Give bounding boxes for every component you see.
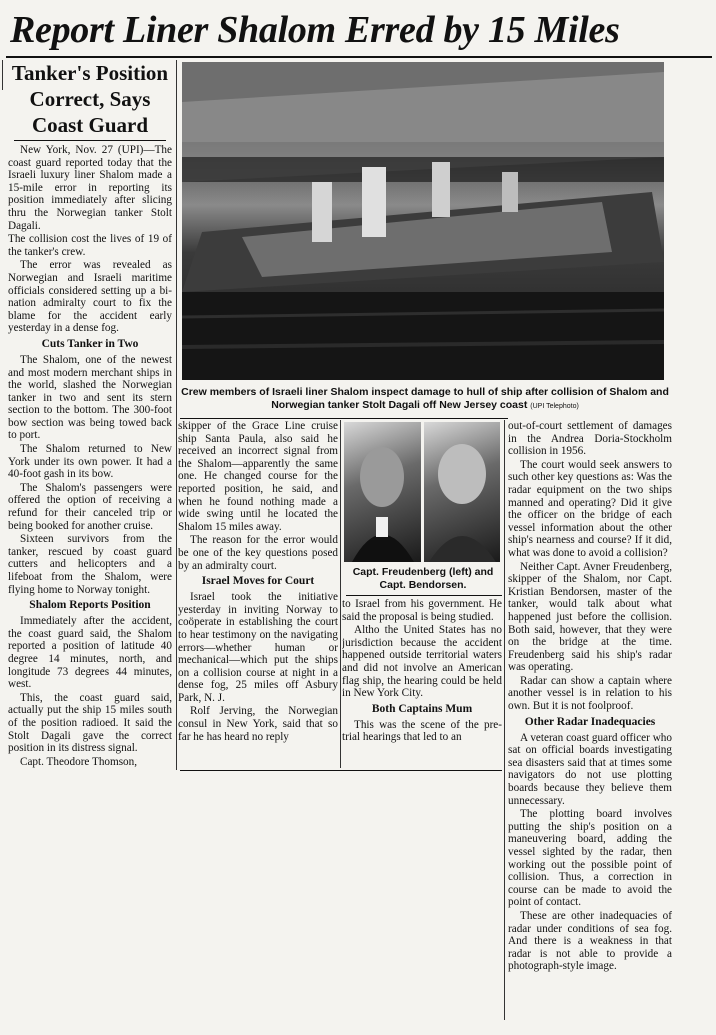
paragraph: Rolf Jerving, the Norwegian consul in New York, said that so far he has heard no reply	[178, 705, 338, 743]
photo-illustration	[182, 62, 664, 380]
headline: Report Liner Shalom Erred by 15 Miles	[10, 9, 620, 51]
paragraph: The reason for the error would be one of the key questions posed by an admiralty court.	[178, 534, 338, 572]
left-edge-rule	[2, 60, 3, 90]
paragraph: Radar can show a captain where another vessel is in relation to his own. But it is not foolproof.	[508, 674, 672, 713]
column-divider	[176, 60, 177, 770]
headline-rule	[6, 56, 712, 58]
portrait-bendorsen	[424, 422, 500, 562]
photo-credit: (UPI Telephoto)	[530, 403, 579, 410]
paragraph: Neither Capt. Avner Freudenberg, skipper of the Shalom, nor Capt. Kristian Bendorsen, master of the tanker, would talk about what happened just before the collision. Both said, however, that they were on the bridge at the time. Freudenberg said his ship's radar was operating.	[508, 560, 672, 674]
paragraph: A veteran coast guard officer who sat on official boards investigating sea disasters said that at times some navigators do not use plotting boards because they believe them unnecessary.	[508, 731, 672, 807]
paragraph: Sixteen survivors from the tanker, rescued by coast guard cutters and helicopters and a lifeboat from the Shalom, were flying home to Norway tonight.	[8, 533, 172, 596]
paragraph: Israel took the initiative yesterday in inviting Norway to coöperate in establishing the court to hear testimony on the navigating errors—whether human or mechanical—which put the ships on a collision course at night in a dense fog, 25 miles off Asbury Park, N. J.	[178, 591, 338, 704]
deck-headline	[8, 60, 172, 138]
paragraph: The error was revealed as Norwegian and Israeli maritime officials considered setting up a bi-nation admiralty court to fix the blame for the accident early yesterday in a dense fog.	[8, 259, 172, 335]
portrait-caption: Capt. Freudenberg (left) and Capt. Bendorsen.	[352, 566, 494, 591]
portrait-caption-rule	[346, 595, 502, 596]
portrait-freudenberg-illustration	[344, 422, 421, 562]
subhead: Israel Moves for Court	[201, 575, 315, 588]
paragraph: out-of-court settlement of damages in the Andrea Doria-Stockholm collision in 1956.	[508, 420, 672, 458]
portrait-freudenberg	[344, 422, 421, 562]
paragraph: These are other inadequacies of radar under conditions of sea fog. And there is a weakness in that radar is not able to provide a photograph-style image.	[508, 909, 672, 973]
subhead: Cuts Tanker in Two	[41, 337, 139, 350]
article-column-1	[8, 144, 172, 769]
photo-caption	[180, 386, 670, 413]
article-column-4	[508, 420, 672, 1025]
paragraph: The court would seek answers to such other key questions as: Was the radar equipment on the two ships manned and operating? Did it give the officer on the bridge of each vessel information about the other ship's nearness and course? If it did, what was done to avoid a collision?	[508, 458, 672, 559]
paragraph: Capt. Theodore Thomson,	[20, 755, 138, 768]
hull-damage-photo	[182, 62, 664, 380]
paragraph: The Shalom returned to New York under its own power. It had a 40-foot gash in its bow.	[8, 443, 172, 481]
paragraph: The collision cost the lives of 19 of the tanker's crew.	[8, 233, 172, 258]
deck-line: Correct, Says	[29, 87, 151, 111]
paragraph: Immediately after the accident, the coast guard said, the Shalom reported a position of latitude 40 degree 14 minutes, north, and longitude 73 degrees 44 minutes, west.	[8, 615, 172, 691]
subhead: Both Captains Mum	[371, 702, 473, 715]
paragraph: This was the scene of the pre-trial hearings that led to an	[342, 718, 502, 744]
deck-rule	[14, 140, 166, 141]
caption-rule	[180, 418, 508, 419]
subhead: Shalom Reports Position	[29, 599, 151, 612]
paragraph: to Israel from his government. He said the proposal is being studied.	[342, 598, 502, 623]
deck-line: Coast Guard	[31, 113, 149, 137]
article-column-3	[342, 598, 502, 768]
column-divider	[340, 420, 341, 768]
paragraph: The Shalom, one of the newest and most modern merchant ships in the world, slashed the Norwegian tanker in two and sent its stern section to the bottom. The 300-foot bow section was being towed back to port.	[8, 353, 172, 442]
subhead: Other Radar Inadequacies	[524, 715, 656, 728]
paragraph: The Shalom's passengers were offered the option of receiving a refund for their canceled trip or being booked for another cruise.	[8, 481, 172, 532]
article-column-2	[178, 420, 338, 768]
portrait-bendorsen-illustration	[424, 422, 500, 562]
photo-caption-text: Crew members of Israeli liner Shalom inspect damage to hull of ship after collision of Shalom and Norwegian tanker Stolt Dagali off New Jersey coast	[181, 386, 669, 411]
paragraph: The plotting board involves putting the ship's position on a maneuvering board, adding the vessel sighted by the radar, then working out the possible point of collision. Thus, a correction in course can be made to avoid the point of contact.	[508, 808, 672, 909]
paragraph: Altho the United States has no jurisdiction because the accident happened outside territorial waters and did not involve an American flag ship, the hearing could be held in New York City.	[342, 624, 502, 700]
deck-line: Tanker's Position	[11, 61, 169, 85]
paragraph: New York, Nov. 27 (UPI)—The coast guard reported today that the Israeli luxury liner Shalom made a 15-mile error in reporting its position immediately after slicing thru the Norwegian tanker Stolt Dagali.	[8, 144, 172, 232]
column-divider	[504, 420, 505, 1020]
bottom-rule	[180, 770, 502, 771]
paragraph: skipper of the Grace Line cruise ship Santa Paula, also said he received an incorrect signal from the Shalom—apparently the same one. He changed course for the reported position, he said, and when he found nothing made a wide swing until he located the Shalom 15 miles away.	[178, 420, 338, 533]
paragraph: This, the coast guard said, actually put the ship 15 miles south of the position radioed. It said the Stolt Dagali gave the correct position in its distress signal.	[8, 691, 172, 755]
